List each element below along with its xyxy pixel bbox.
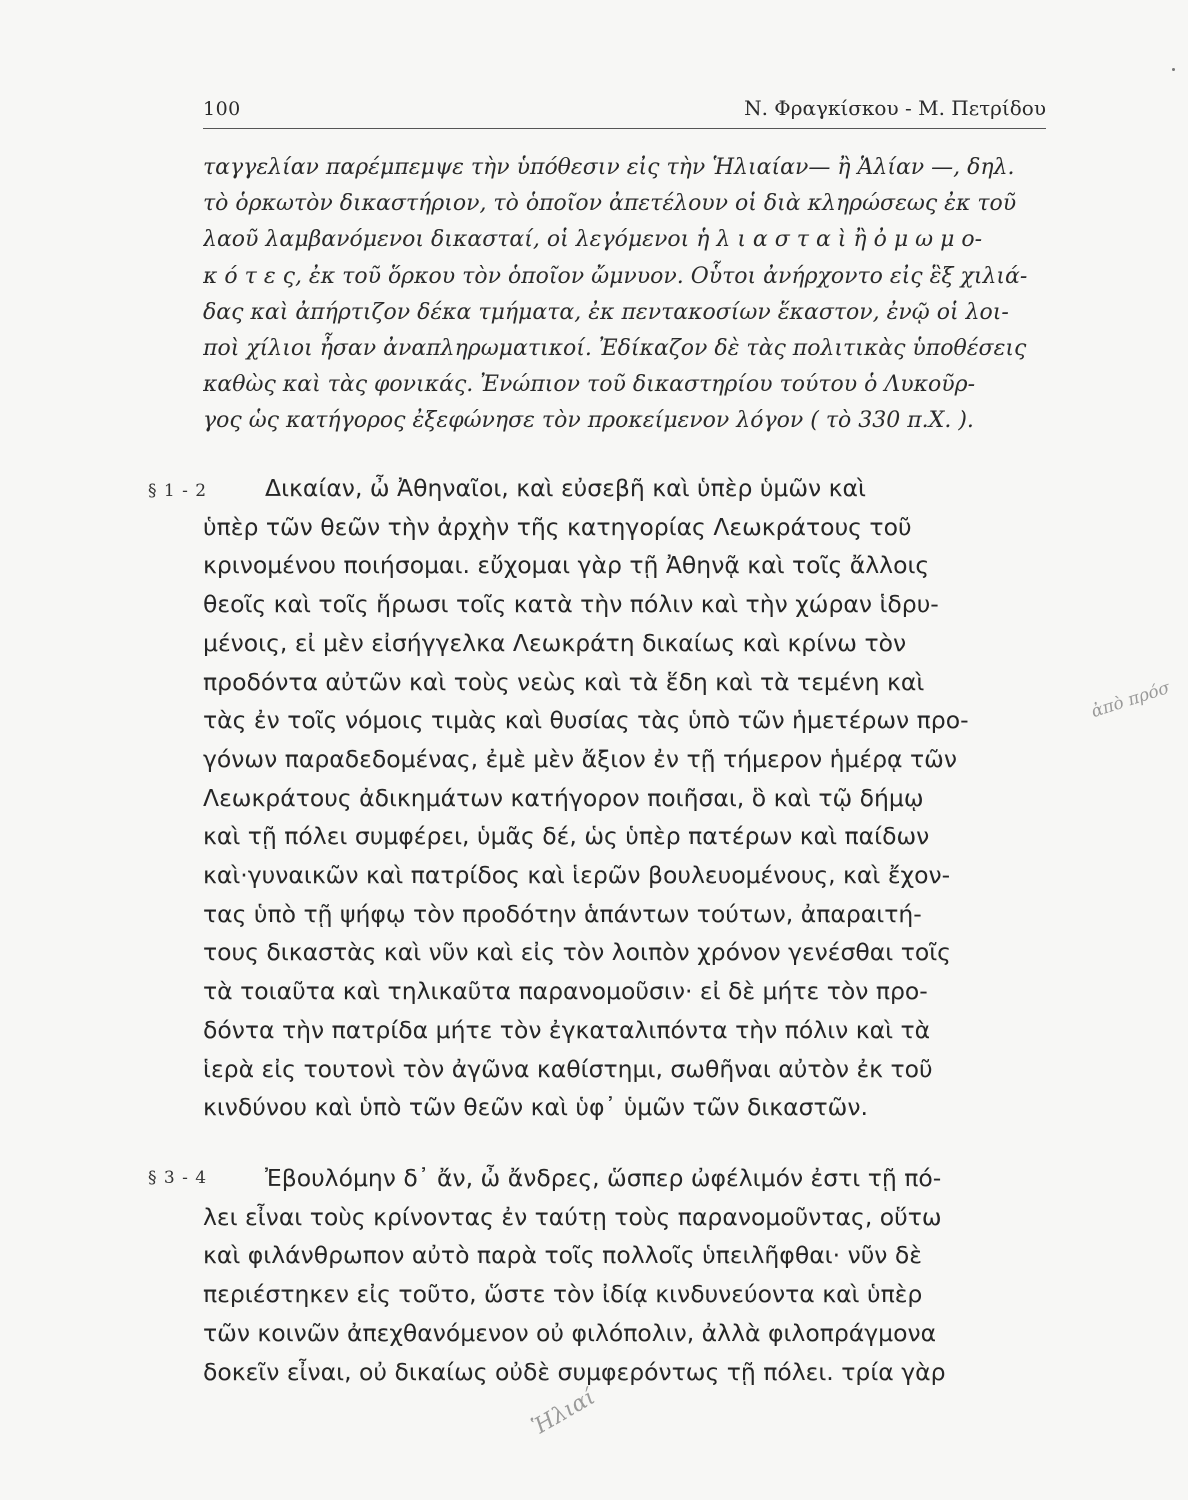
text-line: κινδύνου καὶ ὑπὸ τῶν θεῶν καὶ ὑφ᾽ ὑμῶν τῶν δικαστῶν. (203, 1093, 868, 1122)
intro-line: ταγγελίαν παρέμπεμψε τὴν ὑπόθεσιν εἰς τὴν Ἡλιαίαν— ἢ Ἁλίαν —, δηλ. (203, 155, 1015, 180)
text-line: μένοις, εἰ μὲν εἰσήγγελκα Λεωκράτη δικαίως καὶ κρίνω τὸν (203, 628, 907, 657)
intro-line: ποὶ χίλιοι ἦσαν ἀναπληρωματικοί. Ἐδίκαζον δὲ τὰς πολιτικὰς ὑποθέσεις (203, 336, 1027, 362)
text-line: τας ὑπὸ τῇ ψήφῳ τὸν προδότην ἁπάντων τούτων, ἀπαραιτή- (203, 899, 922, 928)
text-line: καὶ·γυναικῶν καὶ πατρίδος καὶ ἱερῶν βουλευομένους, καὶ ἔχον- (203, 861, 951, 890)
text-line: τους δικαστὰς καὶ νῦν καὶ εἰς τὸν λοιπὸν χρόνον γενέσθαι τοῖς (203, 938, 951, 967)
text-line: τὰ τοιαῦτα καὶ τηλικαῦτα παρανομοῦσιν· εἰ δὲ μήτε τὸν προ- (203, 977, 928, 1006)
intro-line: λαοῦ λαμβανόμενοι δικασταί, οἱ λεγόμενοι ἡ λ ι α σ τ α ὶ ἢ ὀ μ ω μ ο- (203, 227, 983, 253)
greek-paragraph-1 (203, 469, 1063, 1127)
text-line: δόντα τὴν πατρίδα μήτε τὸν ἐγκαταλιπόντα τὴν πόλιν καὶ τὰ (203, 1015, 931, 1044)
page-number: 100 (203, 98, 241, 120)
text-line: γόνων παραδεδομένας, ἐμὲ μὲν ἄξιον ἐν τῇ τήμερον ἡμέρᾳ τῶν (203, 744, 957, 773)
page-header (203, 92, 1046, 129)
handwritten-bottom-note: Ἡλιαί (528, 1384, 600, 1441)
text-line: κρινομένου ποιήσομαι. εὔχομαι γὰρ τῇ Ἀθηνᾷ καὶ τοῖς ἄλλοις (203, 551, 930, 580)
speck (1172, 68, 1175, 71)
text-line: ὑπὲρ τῶν θεῶν τὴν ἀρχὴν τῆς κατηγορίας Λεωκράτους τοῦ (203, 512, 912, 541)
intro-line: τὸ ὁρκωτὸν δικαστήριον, τὸ ὁποῖον ἀπετέλουν οἱ διὰ κληρώσεως ἐκ τοῦ (203, 191, 1017, 217)
section-mark: § 3 - 4 (148, 1168, 208, 1188)
handwritten-margin-note: ἀπὸ πρόσ (1088, 677, 1173, 723)
text-line: καὶ φιλάνθρωπον αὐτὸ παρὰ τοῖς πολλοῖς ὑπειλῆφθαι· νῦν δὲ (203, 1241, 922, 1270)
text-line: λει εἶναι τοὺς κρίνοντας ἐν ταύτῃ τοὺς παρανομοῦντας, οὕτω (203, 1202, 942, 1231)
text-line: θεοῖς καὶ τοῖς ἥρωσι τοῖς κατὰ τὴν πόλιν καὶ τὴν χώραν ἱδρυ- (203, 590, 939, 619)
intro-line: γος ὡς κατήγορος ἐξεφώνησε τὸν προκείμενον λόγον ( τὸ 330 π.Χ. ). (203, 408, 974, 434)
intro-line: καθὼς καὶ τὰς φονικάς. Ἐνώπιον τοῦ δικαστηρίου τούτου ὁ Λυκοῦρ- (203, 372, 976, 398)
text-line: Δικαίαν, ὦ Ἀθηναῖοι, καὶ εὐσεβῆ καὶ ὑπὲρ ὑμῶν καὶ (265, 474, 866, 502)
section-mark: § 1 - 2 (148, 481, 208, 501)
text-line: τὰς ἐν τοῖς νόμοις τιμὰς καὶ θυσίας τὰς ὑπὸ τῶν ἡμετέρων προ- (203, 706, 969, 735)
running-head: Ν. Φραγκίσκου - Μ. Πετρίδου (744, 96, 1046, 120)
intro-paragraph (203, 150, 1053, 440)
text-line: καὶ τῇ πόλει συμφέρει, ὑμᾶς δέ, ὡς ὑπὲρ πατέρων καὶ παίδων (203, 822, 930, 851)
text-line: ἱερὰ εἰς τουτονὶ τὸν ἀγῶνα καθίστημι, σωθῆναι αὐτὸν ἐκ τοῦ (203, 1054, 933, 1083)
intro-line: κ ό τ ε ς, ἐκ τοῦ ὅρκου τὸν ὁποῖον ὤμνυον. Οὗτοι ἀνήρχοντο εἰς ἓξ χιλιά- (203, 263, 1028, 289)
greek-paragraph-2 (203, 1159, 1063, 1391)
text-line: τῶν κοινῶν ἀπεχθανόμενον οὐ φιλόπολιν, ἀλλὰ φιλοπράγμονα (203, 1318, 937, 1347)
text-line: περιέστηκεν εἰς τοῦτο, ὥστε τὸν ἰδίᾳ κινδυνεύοντα καὶ ὑπὲρ (203, 1280, 923, 1309)
text-line: δοκεῖν εἶναι, οὐ δικαίως οὐδὲ συμφερόντως τῇ πόλει. τρία γὰρ (203, 1357, 946, 1386)
text-line: προδόντα αὐτῶν καὶ τοὺς νεὼς καὶ τὰ ἕδη καὶ τὰ τεμένη καὶ (203, 667, 925, 696)
text-line: Λεωκράτους ἀδικημάτων κατήγορον ποιῆσαι, ὃ καὶ τῷ δήμῳ (203, 783, 924, 812)
intro-line: δας καὶ ἀπήρτιζον δέκα τμήματα, ἐκ πεντακοσίων ἕκαστον, ἐνῷ οἱ λοι- (203, 299, 1009, 325)
text-line: Ἐβουλόμην δ᾽ ἄν, ὦ ἄνδρες, ὥσπερ ὠφέλιμόν ἐστι τῇ πό- (265, 1164, 942, 1192)
